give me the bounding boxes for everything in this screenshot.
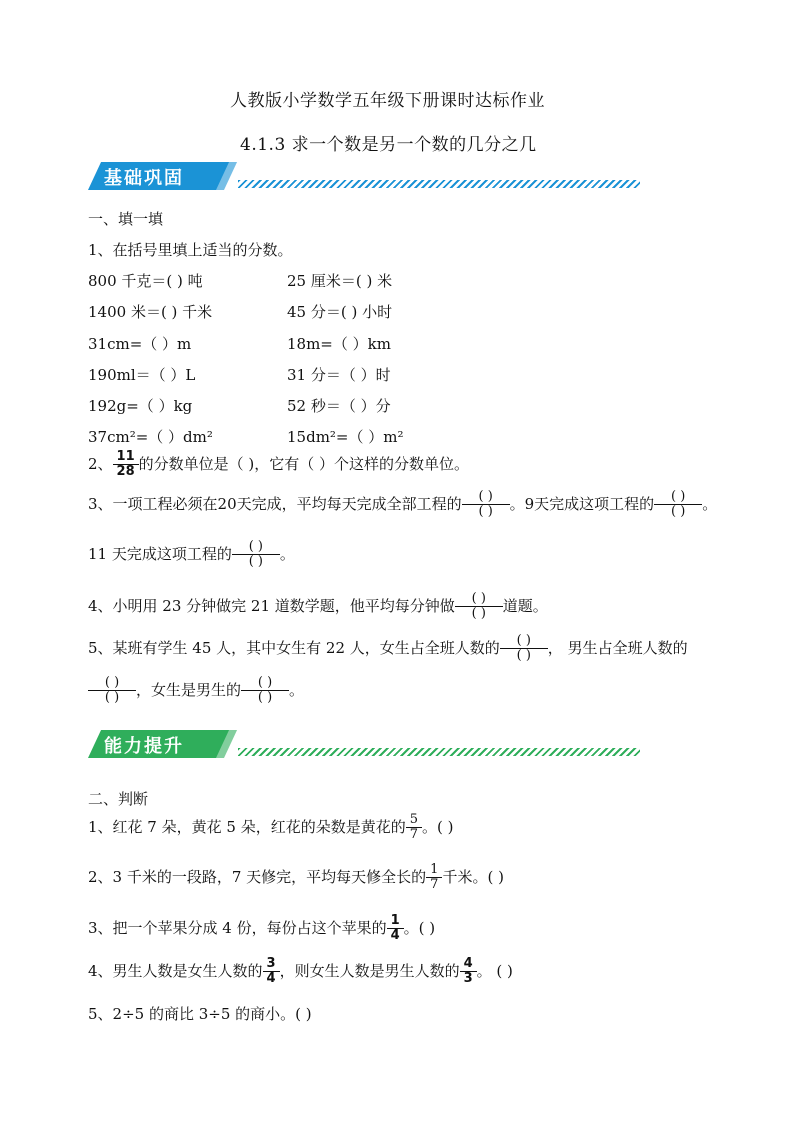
fraction-11-28: $\frac{11}{28}$ — [113, 450, 139, 480]
q3-line2: 11 天完成这项工程的 $\frac{( )}{( )}$ 。 — [88, 539, 295, 570]
q1-item: 800 千克＝( ) 吨 — [88, 272, 203, 290]
q2: 2、 $\frac{11}{28}$ 的分数单位是（ )，它有（ ）个这样的分数单位。 — [88, 449, 470, 480]
q1-item: 192g=（ ）kg — [88, 397, 193, 415]
banner-hatch — [238, 180, 640, 188]
q1-item: 45 分＝( ) 小时 — [287, 303, 393, 321]
banner-hatch — [238, 748, 640, 756]
q1-item: 25 厘米＝( ) 米 — [287, 272, 393, 290]
q3-line1: 3、一项工程必须在20天完成，平均每天完成全部工程的 $\frac{( )}{( )}$ 。9天完成这项工程的 $\frac{( )}{( )}$ 。 — [88, 489, 718, 520]
blank-fraction[interactable]: $\frac{( )}{( )}$ — [462, 490, 510, 520]
q1-item: 31 分＝（ ）时 — [287, 366, 391, 384]
q1-item: 52 秒＝（ ）分 — [287, 397, 391, 415]
blank-fraction[interactable]: $\frac{( )}{( )}$ — [455, 592, 503, 622]
banner-basic-label: 基础巩固 — [104, 168, 184, 189]
section2-heading: 二、判断 — [88, 790, 149, 808]
q4: 4、小明用 23 分钟做完 21 道数学题，他平均每分钟做 $\frac{( )}{( )}$ 道题。 — [88, 591, 548, 622]
q5-line2: $\frac{( )}{( )}$ ，女生是男生的 $\frac{( )}{( )}$ 。 — [88, 676, 304, 706]
blank-fraction[interactable]: $\frac{( )}{( )}$ — [500, 634, 548, 664]
blank-fraction[interactable]: $\frac{( )}{( )}$ — [232, 540, 280, 570]
q1-stem: 1、在括号里填上适当的分数。 — [88, 241, 293, 259]
q1-item: 1400 米＝( ) 千米 — [88, 303, 213, 321]
blank-fraction[interactable]: $\frac{( )}{( )}$ — [654, 490, 702, 520]
q1-item: 18m=（ ）km — [287, 335, 391, 353]
q1-item: 31cm=（ ）m — [88, 335, 192, 353]
q1-item: 15dm²=（ ）m² — [287, 428, 404, 446]
q5-line1: 5、某班有学生 45 人，其中女生有 22 人，女生占全班人数的 $\frac{( )}{( )}$ ， 男生占全班人数的 — [88, 633, 688, 664]
blank-fraction[interactable]: $\frac{( )}{( )}$ — [241, 676, 289, 706]
q1-item: 37cm²=（ ）dm² — [88, 428, 213, 446]
judge-3: 3、把一个苹果分成 4 份，每份占这个苹果的 $\frac{1}{4}$ 。( ) — [88, 913, 436, 944]
banner-advanced — [88, 728, 640, 762]
banner-basic — [88, 160, 640, 194]
section1-heading: 一、填一填 — [88, 210, 164, 228]
judge-1: 1、红花 7 朵，黄花 5 朵，红花的朵数是黄花的 $\frac{5}{7}$ 。( ) — [88, 812, 454, 843]
judge-5: 5、2÷5 的商比 3÷5 的商小。( ) — [88, 1005, 312, 1023]
judge-4: 4、男生人数是女生人数的 $\frac{3}{4}$ ，则女生人数是男生人数的 $\frac{4}{3}$ 。 ( ) — [88, 956, 513, 987]
blank-fraction[interactable]: $\frac{( )}{( )}$ — [88, 676, 136, 706]
q1-item: 190ml＝（ ）L — [88, 366, 196, 384]
judge-2: 2、3 千米的一段路，7 天修完，平均每天修全长的 $\frac{1}{7}$ 千米。( ) — [88, 862, 504, 893]
page-title: 人教版小学数学五年级下册课时达标作业 — [230, 91, 545, 111]
lesson-subtitle: 4.1.3 求一个数是另一个数的几分之几 — [240, 135, 537, 155]
banner-advanced-label: 能力提升 — [104, 736, 184, 757]
